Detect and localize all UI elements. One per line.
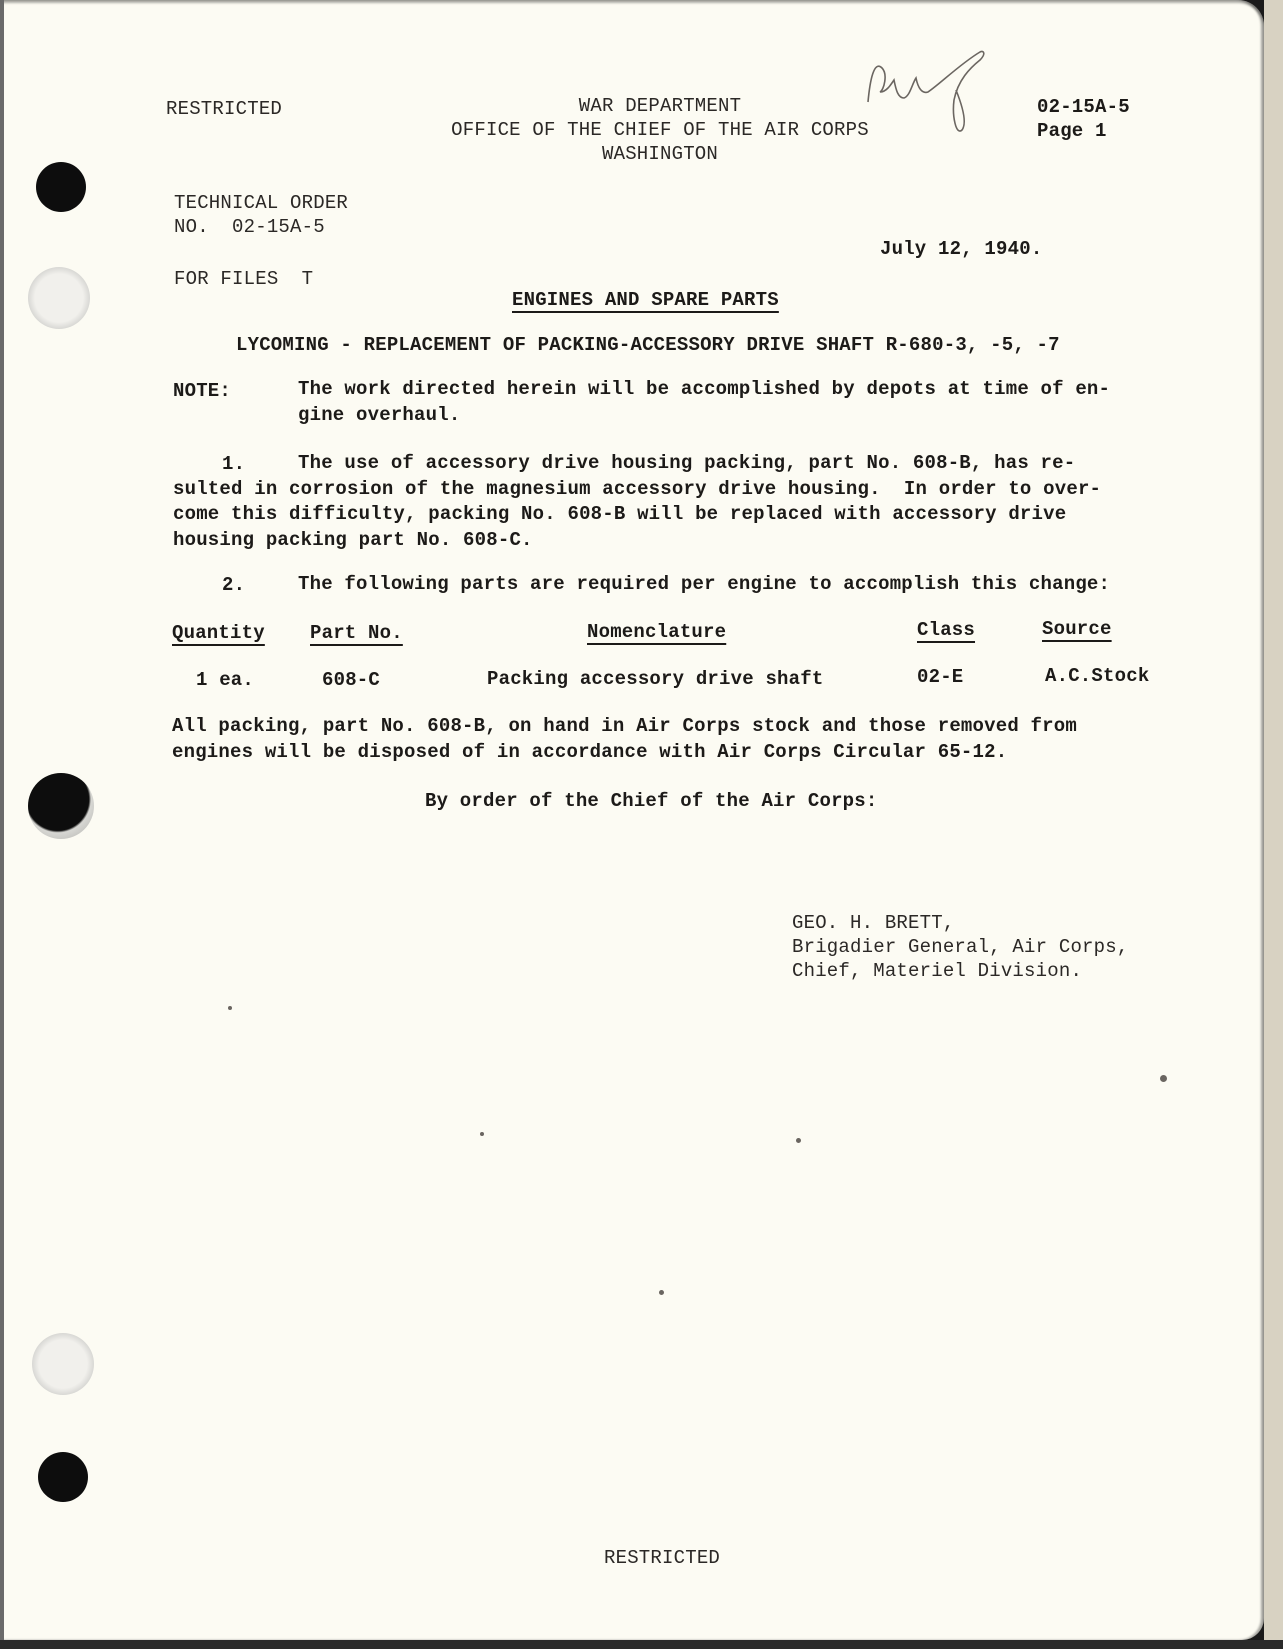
classification-top: RESTRICTED (166, 98, 283, 120)
paragraph-1-number: 1. (222, 453, 246, 475)
table-header-class: Class (917, 619, 976, 641)
cell-quantity: 1 ea. (196, 669, 255, 691)
cell-source: A.C.Stock (1045, 665, 1150, 687)
classification-bottom: RESTRICTED (604, 1547, 721, 1569)
page-edge-left (0, 0, 4, 1640)
note-label: NOTE: (173, 380, 232, 402)
header-line-1: WAR DEPARTMENT (578, 95, 742, 117)
scan-speck (228, 1006, 232, 1010)
header-line-3: WASHINGTON (601, 143, 719, 165)
scan-speck (480, 1132, 484, 1136)
paragraph-1-line-3: come this difficulty, packing No. 608-B will be replaced with accessory drive (173, 503, 1067, 525)
table-header-part-no: Part No. (310, 622, 403, 644)
page-edge-right (1264, 0, 1283, 1649)
table-header-nomenclature: Nomenclature (587, 621, 727, 643)
disposal-line-2: engines will be disposed of in accordance with Air Corps Circular 65-12. (172, 741, 1008, 763)
page-number: Page 1 (1037, 120, 1107, 142)
table-header-source: Source (1042, 618, 1112, 640)
binder-hole (38, 1452, 88, 1502)
page-edge-bottom (0, 1640, 1283, 1649)
by-order-line: By order of the Chief of the Air Corps: (425, 790, 878, 812)
binder-hole (28, 267, 90, 329)
scan-speck (796, 1138, 801, 1143)
scan-speck (659, 1290, 664, 1295)
document-date: July 12, 1940. (880, 238, 1043, 260)
paragraph-2-number: 2. (222, 574, 246, 596)
subject-line: LYCOMING - REPLACEMENT OF PACKING-ACCESSORY DRIVE SHAFT R-680-3, -5, -7 (236, 334, 1060, 356)
binder-hole (28, 773, 94, 839)
signatory-name: GEO. H. BRETT, (792, 912, 955, 934)
cell-part-no: 608-C (322, 669, 381, 691)
paragraph-1-line-4: housing packing part No. 608-C. (173, 529, 533, 551)
binder-hole (36, 162, 86, 212)
cell-class: 02-E (917, 666, 964, 688)
paragraph-2-text: The following parts are required per engine to accomplish this change: (298, 573, 1111, 595)
disposal-line-1: All packing, part No. 608-B, on hand in Air Corps stock and those removed from (172, 715, 1077, 737)
note-line-1: The work directed herein will be accomplished by depots at time of en- (298, 378, 1111, 400)
section-title: ENGINES AND SPARE PARTS (512, 289, 779, 311)
header-line-2: OFFICE OF THE CHIEF OF THE AIR CORPS (451, 119, 869, 141)
for-files: FOR FILES T (174, 268, 314, 290)
cell-nomenclature: Packing accessory drive shaft (487, 668, 824, 690)
binder-hole (32, 1333, 94, 1395)
technical-order-label: TECHNICAL ORDER (174, 192, 349, 214)
note-line-2: gine overhaul. (298, 404, 461, 426)
reference-number: 02-15A-5 (1037, 96, 1130, 118)
signatory-title-2: Chief, Materiel Division. (792, 960, 1083, 982)
scan-speck (1160, 1075, 1167, 1082)
paragraph-1-line-1: The use of accessory drive housing packing, part No. 608-B, has re- (298, 452, 1076, 474)
signatory-title-1: Brigadier General, Air Corps, (792, 936, 1129, 958)
paragraph-1-line-2: sulted in corrosion of the magnesium accessory drive housing. In order to over- (173, 478, 1102, 500)
table-header-quantity: Quantity (172, 622, 265, 644)
technical-order-number: NO. 02-15A-5 (174, 216, 325, 238)
